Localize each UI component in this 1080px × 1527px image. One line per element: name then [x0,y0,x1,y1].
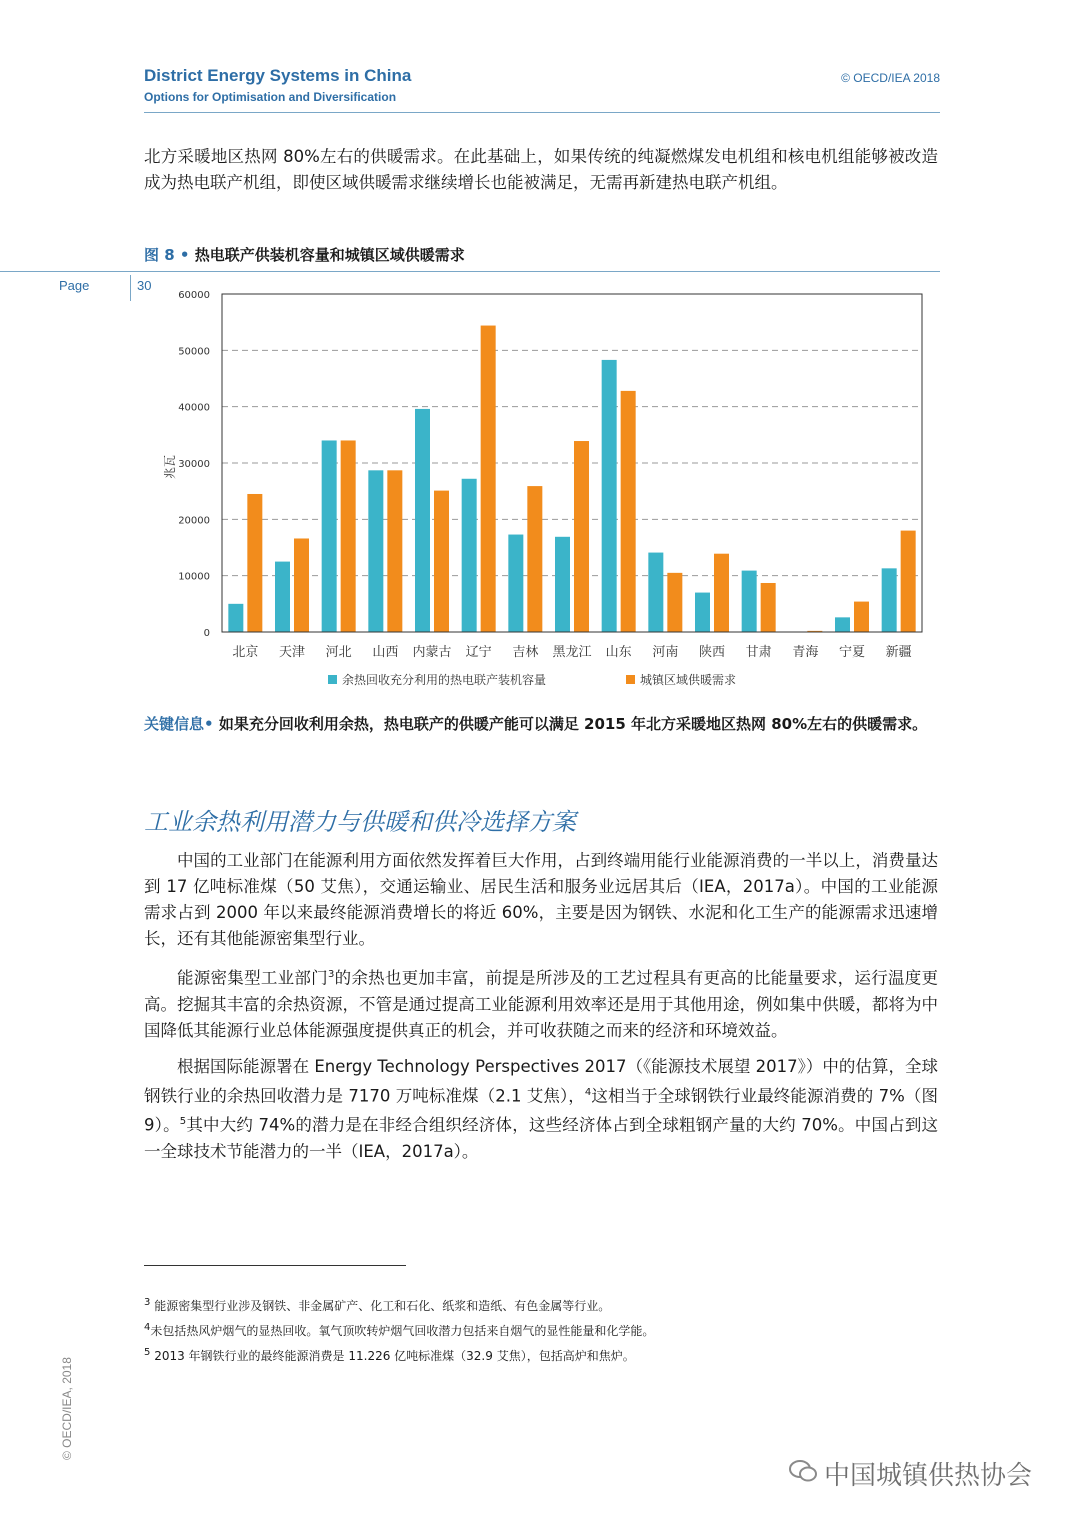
bar-demand-9 [667,573,682,632]
bar-capacity-2 [322,440,337,632]
body-paragraph-3 [144,1054,938,1165]
bar-capacity-13 [835,617,850,632]
x-tick-label: 辽宁 [465,645,492,660]
legend-label-demand: 城镇区域供暖需求 [640,673,737,687]
watermark-text: 中国城镇供热协会 [824,1461,1033,1491]
footnote-3 [144,1292,944,1317]
footnote-ref-5[interactable]: 5 [179,1116,187,1127]
bar-demand-3 [387,470,402,632]
bar-capacity-1 [275,562,290,632]
figure-number: 图 8 • [144,246,190,264]
x-tick-label: 宁夏 [838,645,866,660]
footnote-text: 2013 年钢铁行业的最终能源消费是 11.226 亿吨标准煤（32.9 艾焦），包括高炉和焦炉。 [150,1349,635,1363]
y-tick-label: 40000 [178,402,210,414]
x-tick-label: 山东 [605,645,632,660]
x-tick-label: 甘肃 [745,645,772,660]
footnote-number: 4 [144,1322,151,1333]
bar-capacity-4 [415,409,430,632]
x-tick-label: 北京 [232,645,259,660]
x-tick-label: 新疆 [885,645,912,660]
footnote-number: 5 [144,1347,151,1358]
bar-demand-7 [574,441,589,632]
key-info-label: 关键信息• [144,715,214,733]
bar-demand-4 [434,491,449,632]
figure-title: 热电联产供装机容量和城镇区域供暖需求 [194,246,465,264]
legend-swatch-demand [626,675,635,684]
footnotes [144,1292,944,1367]
bar-demand-10 [714,554,729,632]
chart-bars [228,326,915,632]
x-tick-label: 河北 [325,645,352,660]
bar-chart [144,282,940,702]
p3-part-a: 根据国际能源署在 Energy Technology Perspectives 2017（《能源技术展望 2017》）中的估算，全球钢铁行业的余热回收潜力是 7170 万吨标准煤（2.1 艾焦）， [144,1056,938,1105]
document-title: District Energy Systems in China [144,66,412,85]
bar-capacity-14 [882,568,897,632]
p3-part-b: 这相当于全球钢铁行业最终能源消费的 7%（图 9）。 [144,1086,939,1135]
bar-capacity-8 [602,360,617,632]
section-title: 工业余热利用潜力与供暖和供冷选择方案 [144,808,576,836]
bar-demand-14 [901,531,916,632]
y-tick-label: 30000 [178,459,210,470]
legend-swatch-capacity [328,675,337,684]
page-label: Page [59,278,90,293]
y-tick-label: 20000 [178,515,210,527]
bar-capacity-7 [555,537,570,632]
figure-divider [0,271,940,272]
footnote-ref-4[interactable]: 4 [584,1086,592,1098]
key-info-text: 如果充分回收利用余热，热电联产的供暖产能可以满足 2015 年北方采暖地区热网 80%左右的供暖需求。 [213,715,928,733]
bar-demand-1 [294,538,309,632]
x-tick-label: 吉林 [512,645,539,660]
bar-demand-5 [481,326,496,632]
chart-legend [328,672,736,687]
x-tick-label: 河南 [652,645,679,660]
bar-demand-11 [761,583,776,632]
header-copyright: © OECD/IEA 2018 [841,71,940,85]
y-tick-label: 60000 [178,290,210,301]
intro-text: 北方采暖地区热网 80%左右的供暖需求。在此基础上，如果传统的纯凝燃煤发电机组和核电机组能够被改造成为热电联产机组，即使区域供暖需求继续增长也能被满足，无需再新建热电联产机组。 [144,147,938,192]
x-tick-label: 陕西 [698,645,726,660]
bar-capacity-10 [695,593,710,632]
footnote-text: 能源密集型行业涉及钢铁、非金属矿产、化工和石化、纸浆和造纸、有色金属等行业。 [150,1299,611,1313]
side-copyright: © OECD/IEA, 2018 [60,1357,74,1460]
bar-capacity-9 [648,553,663,632]
x-axis-ticks [232,644,911,660]
document-subtitle: Options for Optimisation and Diversification [144,90,397,104]
watermark [788,1455,1032,1492]
figure-caption [144,244,465,265]
bar-demand-8 [621,391,636,632]
bar-demand-0 [247,494,262,632]
x-tick-label: 青海 [792,645,819,660]
bar-capacity-3 [368,470,383,632]
footnote-number: 3 [144,1297,151,1308]
y-axis-ticks [178,290,210,639]
y-axis-label: 兆瓦 [163,454,177,480]
intro-paragraph [144,144,938,206]
y-tick-label: 50000 [178,346,210,358]
key-info [144,712,938,736]
footnote-ref-3[interactable]: 3 [327,969,335,980]
bar-demand-2 [341,440,356,632]
wechat-icon [788,1458,818,1490]
page-separator [130,275,131,301]
page-number [59,278,89,293]
bar-demand-6 [527,486,542,632]
x-tick-label: 山西 [372,645,399,660]
p2-part-a: 能源密集型工业部门 [177,968,328,988]
p2-part-b: 的余热也更加丰富，前提是所涉及的工艺过程具有更高的比能量要求，运行温度更高。挖掘其丰富的余热资源，不管是通过提高工业能源利用效率还是用于其他用途，例如集中供暖，都将为中国降低其能源行业总体能源强度提供真正的机会，并可收获随之而来的经济和环境效益。 [144,968,939,1040]
x-tick-label: 黑龙江 [552,645,592,660]
body-text [144,848,938,1175]
header-divider [144,112,940,113]
x-tick-label: 天津 [278,645,306,660]
x-tick-label: 内蒙古 [412,645,452,660]
bar-capacity-0 [228,604,243,632]
legend-label-capacity: 余热回收充分利用的热电联产装机容量 [342,673,547,687]
p3-part-c: 其中大约 74%的潜力是在非经合组织经济体，这些经济体占到全球粗钢产量的大约 70%。中国占到这一全球技术节能潜力的一半（IEA，2017a）。 [144,1115,938,1161]
body-paragraph-1: 中国的工业部门在能源利用方面依然发挥着巨大作用，占到终端用能行业能源消费的一半以上，消费量达到 17 亿吨标准煤（50 艾焦），交通运输业、居民生活和服务业远居其后（IEA，2017a）。中国的工业能源需求占到 2000 年以来最终能源消费增长的将近 60%，主要是因为钢铁、水泥和化工生产的能源需求迅速增长，还有其他能源密集型行业。 [144,851,938,948]
bar-capacity-6 [508,535,523,632]
footnote-4 [144,1317,944,1342]
footnote-5 [144,1342,944,1367]
bar-demand-13 [854,602,869,632]
bar-capacity-5 [462,479,477,632]
y-tick-label: 10000 [178,571,210,583]
footnote-divider [144,1265,406,1266]
y-tick-label: 0 [203,628,210,639]
bar-capacity-11 [742,571,757,632]
page-number-value: 30 [137,278,152,293]
body-paragraph-2 [144,962,938,1044]
footnote-text: 未包括热风炉烟气的显热回收。氧气顶吹转炉烟气回收潜力包括来自烟气的显性能量和化学能。 [150,1324,655,1338]
